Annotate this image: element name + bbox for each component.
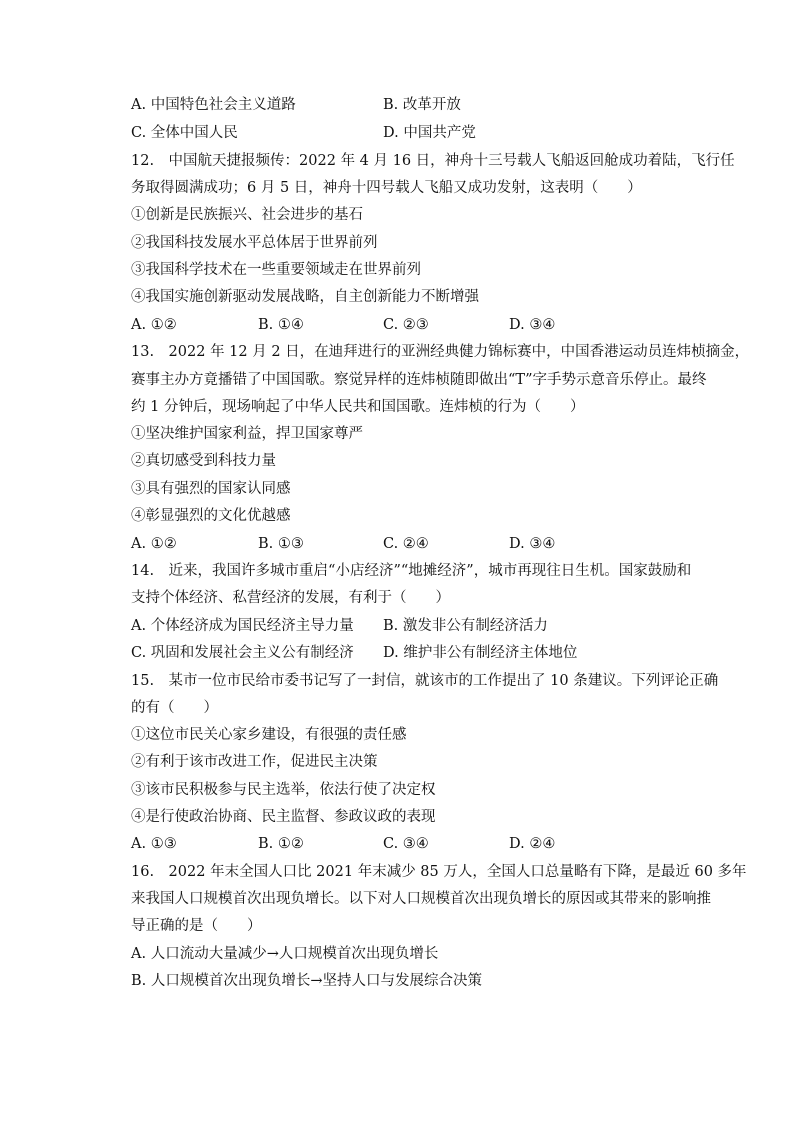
q12-option-c: C. ②③ xyxy=(383,317,429,333)
q13-option-c: C. ②④ xyxy=(383,536,429,552)
q13-option-d: D. ③④ xyxy=(509,536,556,552)
q12-option-d: D. ③④ xyxy=(509,317,556,333)
q11-option-a: A. 中国特色社会主义道路 xyxy=(131,97,296,113)
q14-stem-line-1: 14. 近来，我国许多城市重启“小店经济”“地摊经济”，城市再现往日生机。国家鼓励和 xyxy=(131,563,692,579)
q13-stem-line-3: 约 1 分钟后，现场响起了中华人民共和国国歌。连炜桢的行为（ ） xyxy=(131,399,585,415)
q13-statement-3: ③具有强烈的国家认同感 xyxy=(131,481,291,497)
q12-stem-line-2: 务取得圆满成功；6 月 5 日，神舟十四号载人飞船又成功发射，这表明（ ） xyxy=(131,180,642,196)
q15-statement-1: ①这位市民关心家乡建设，有很强的责任感 xyxy=(131,727,407,743)
q14-option-b: B. 激发非公有制经济活力 xyxy=(383,618,548,634)
q13-statement-4: ④彰显强烈的文化优越感 xyxy=(131,508,291,524)
q11-option-c: C. 全体中国人民 xyxy=(131,125,238,141)
q12-statement-2: ②我国科技发展水平总体居于世界前列 xyxy=(131,235,378,251)
q16-stem-line-1: 16. 2022 年末全国人口比 2021 年末减少 85 万人，全国人口总量略有下降，是最近 60 多年 xyxy=(131,864,747,880)
q13-option-a: A. ①② xyxy=(131,536,177,552)
q15-statement-3: ③该市民积极参与民主选举，依法行使了决定权 xyxy=(131,782,436,798)
q14-option-c: C. 巩固和发展社会主义公有制经济 xyxy=(131,645,354,661)
q16-stem-line-2: 来我国人口规模首次出现负增长。以下对人口规模首次出现负增长的原因或其带来的影响推 xyxy=(131,891,711,907)
q16-stem-line-3: 导正确的是（ ） xyxy=(131,918,262,934)
q13-stem-line-1: 13. 2022 年 12 月 2 日，在迪拜进行的亚洲经典健力锦标赛中，中国香港运动员连炜桢摘金， xyxy=(131,344,750,360)
q15-stem-line-1: 15. 某市一位市民给市委书记写了一封信，就该市的工作提出了 10 条建议。下列评论正确 xyxy=(131,673,719,689)
q14-option-a: A. 个体经济成为国民经济主导力量 xyxy=(131,618,354,634)
q12-statement-3: ③我国科学技术在一些重要领域走在世界前列 xyxy=(131,262,421,278)
q16-option-a: A. 人口流动大量减少→人口规模首次出现负增长 xyxy=(131,946,439,962)
q13-statement-2: ②真切感受到科技力量 xyxy=(131,453,276,469)
q11-option-b: B. 改革开放 xyxy=(383,97,461,113)
q12-stem-line-1: 12. 中国航天捷报频传：2022 年 4 月 16 日，神舟十三号载人飞船返回舱成功着陆，飞行任 xyxy=(131,153,735,169)
q13-stem-line-2: 赛事主办方竟播错了中国国歌。察觉异样的连炜桢随即做出“T”字手势示意音乐停止。最终 xyxy=(131,372,707,388)
q13-statement-1: ①坚决维护国家利益，捍卫国家尊严 xyxy=(131,426,363,442)
q13-option-b: B. ①③ xyxy=(258,536,304,552)
q15-stem-line-2: 的有（ ） xyxy=(131,700,218,716)
q14-stem-line-2: 支持个体经济、私营经济的发展，有利于（ ） xyxy=(131,590,450,606)
q15-statement-2: ②有利于该市改进工作，促进民主决策 xyxy=(131,754,378,770)
q12-option-a: A. ①② xyxy=(131,317,177,333)
q12-statement-4: ④我国实施创新驱动发展战略，自主创新能力不断增强 xyxy=(131,289,479,305)
q15-option-b: B. ①② xyxy=(258,836,304,852)
q12-option-b: B. ①④ xyxy=(258,317,304,333)
q16-option-b: B. 人口规模首次出现负增长→坚持人口与发展综合决策 xyxy=(131,973,483,989)
q15-option-a: A. ①③ xyxy=(131,836,177,852)
q12-statement-1: ①创新是民族振兴、社会进步的基石 xyxy=(131,207,363,223)
q14-option-d: D. 维护非公有制经济主体地位 xyxy=(383,645,578,661)
q15-statement-4: ④是行使政治协商、民主监督、参政议政的表现 xyxy=(131,809,436,825)
q15-option-d: D. ②④ xyxy=(509,836,556,852)
q11-option-d: D. 中国共产党 xyxy=(383,125,476,141)
q15-option-c: C. ③④ xyxy=(383,836,429,852)
